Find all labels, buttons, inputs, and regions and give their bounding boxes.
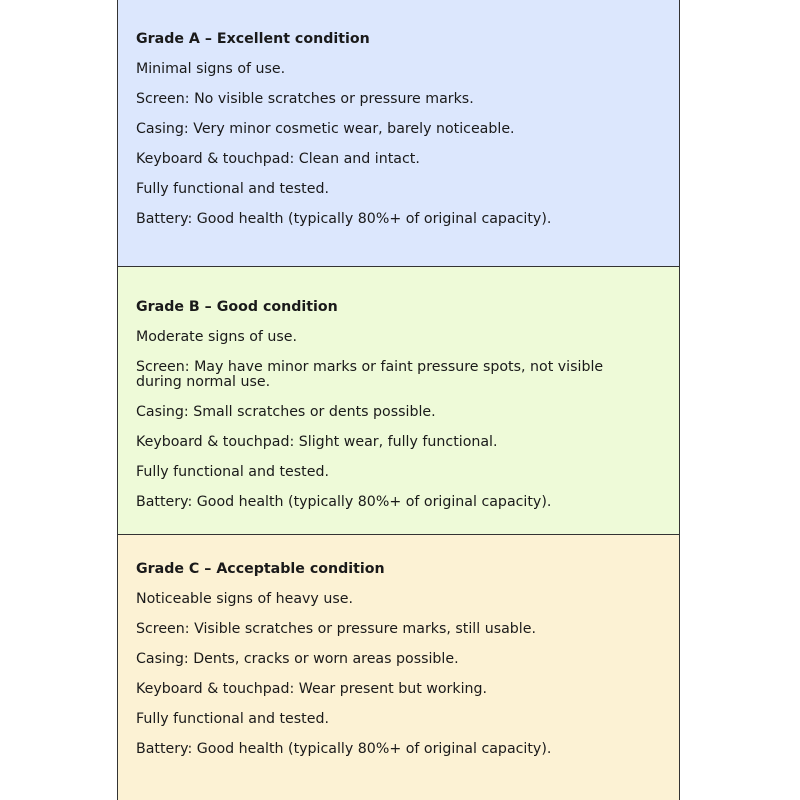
grade-c-summary: Noticeable signs of heavy use. (136, 591, 353, 607)
grade-c-keyboard: Keyboard & touchpad: Wear present but working. (136, 681, 488, 697)
grade-a-keyboard: Keyboard & touchpad: Clean and intact. (136, 151, 420, 167)
grade-b-battery: Battery: Good health (typically 80%+ of original capacity). (136, 494, 552, 510)
grade-c-panel (117, 535, 680, 800)
grade-c-casing: Casing: Dents, cracks or worn areas possible. (136, 651, 459, 667)
grade-b-title: Grade B – Good condition (136, 299, 338, 315)
grade-a-summary: Minimal signs of use. (136, 61, 286, 77)
grade-b-keyboard: Keyboard & touchpad: Slight wear, fully functional. (136, 434, 498, 450)
grade-c-title: Grade C – Acceptable condition (136, 561, 385, 577)
grade-b-screen: Screen: May have minor marks or faint pressure spots, not visible during normal use. (136, 359, 604, 390)
grade-a-title: Grade A – Excellent condition (136, 31, 370, 47)
grade-a-functional: Fully functional and tested. (136, 181, 329, 197)
grade-a-battery: Battery: Good health (typically 80%+ of original capacity). (136, 211, 552, 227)
grade-a-casing: Casing: Very minor cosmetic wear, barely noticeable. (136, 121, 515, 137)
grade-a-screen: Screen: No visible scratches or pressure marks. (136, 91, 474, 107)
grade-a-panel (117, 0, 680, 267)
grade-b-functional: Fully functional and tested. (136, 464, 329, 480)
grade-c-battery: Battery: Good health (typically 80%+ of original capacity). (136, 741, 552, 757)
grade-c-screen: Screen: Visible scratches or pressure marks, still usable. (136, 621, 536, 637)
grade-c-functional: Fully functional and tested. (136, 711, 329, 727)
grade-b-panel (117, 267, 680, 535)
grade-b-casing: Casing: Small scratches or dents possible. (136, 404, 436, 420)
grade-b-summary: Moderate signs of use. (136, 329, 298, 345)
